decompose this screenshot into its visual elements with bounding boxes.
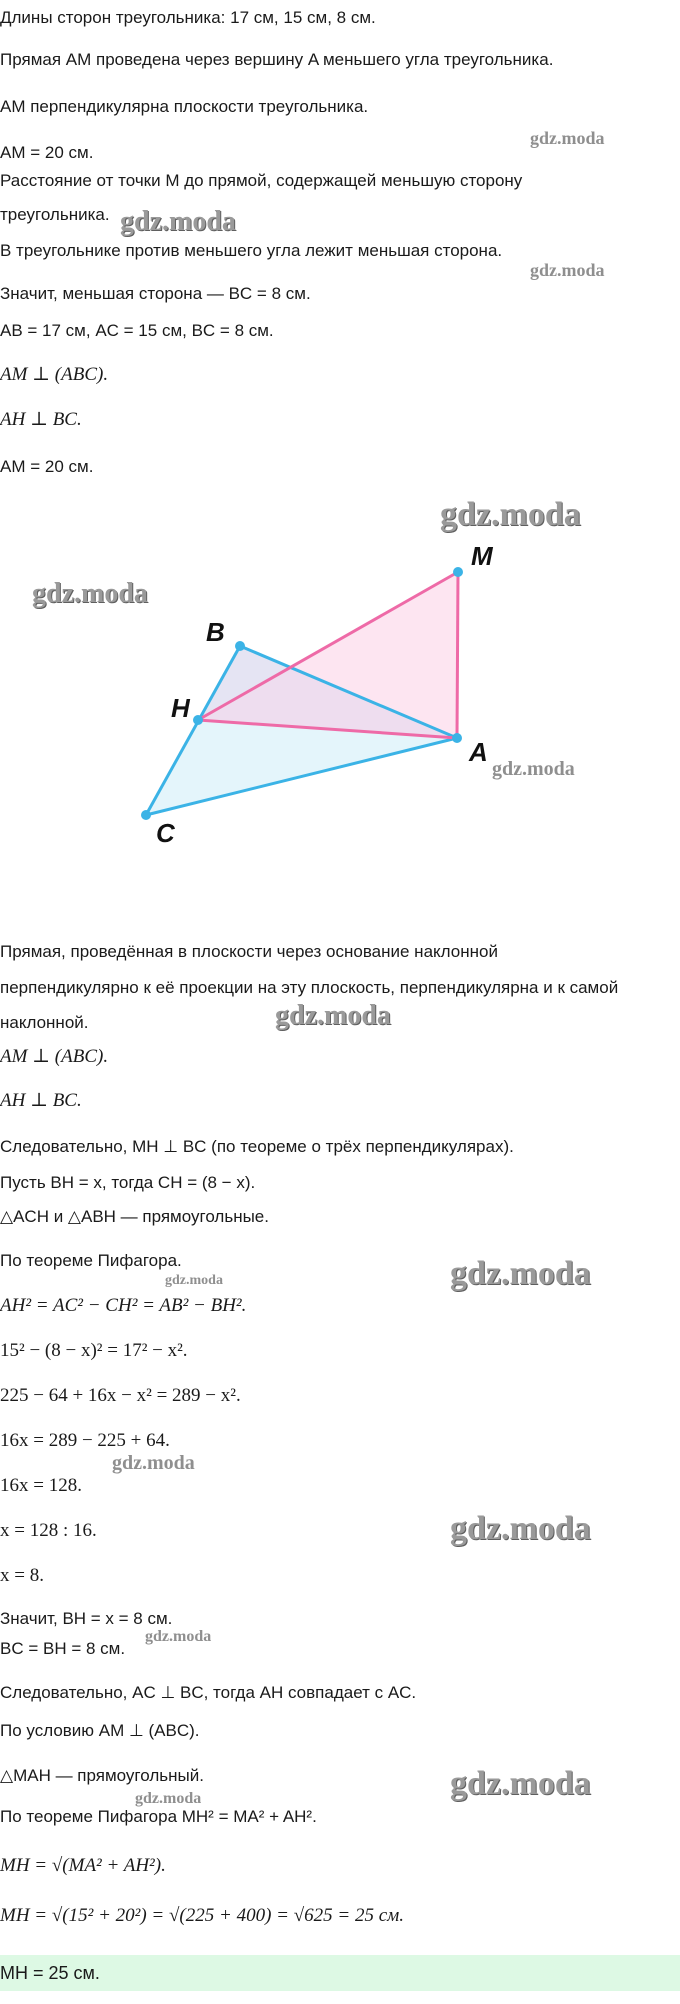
given-line-am: Прямая AM проведена через вершину A меньшего угла треугольника. [0,50,554,69]
pythagoras-2: По теореме Пифагора MH² = MA² + AH². [0,1807,317,1826]
mh-formula: MH = √(MA² + AH²). [0,1855,166,1876]
watermark: gdz.moda [450,1510,591,1547]
right-triangles: △ACH и △ABH — прямоугольные. [0,1207,269,1226]
equation-ah: AH² = AC² − CH² = AB² − BH². [0,1295,247,1316]
equation-6: x = 8. [0,1565,44,1586]
label-h: H [171,693,190,723]
given-am-perp: AM перпендикулярна плоскости треугольника. [0,97,369,116]
triangle-mah: △MAH — прямоугольный. [0,1766,204,1785]
point-h [193,715,203,725]
given-sides: Длины сторон треугольника: 17 см, 15 см, 8 см. [0,8,376,27]
point-c [141,810,151,820]
let-bh-x: Пусть BH = x, тогда CH = (8 − x). [0,1173,256,1192]
condition-am: По условию AM ⊥ (ABC). [0,1721,200,1740]
answer-highlight [0,1955,680,1991]
theorem-line-2: перпендикулярно к её проекции на эту плоскость, перпендикулярна и к самой [0,978,619,997]
watermark: gdz.moda [112,1452,195,1474]
watermark: gdz.moda [120,206,236,237]
watermark: gdz.moda [530,128,605,148]
answer-line: MH = 25 см. [0,1963,100,1983]
ac-perp-bc: Следовательно, AC ⊥ BC, тогда AH совпадает с AC. [0,1683,417,1702]
theorem-line-1: Прямая, проведённая в плоскости через основание наклонной [0,942,498,961]
geometry-figure [0,485,680,865]
watermark: gdz.moda [450,1255,591,1292]
find-distance-1: Расстояние от точки M до прямой, содержащей меньшую сторону [0,171,523,190]
ah-perp-bc: AH ⊥ BC. [0,409,82,430]
edge-ma [457,572,458,738]
point-b [235,641,245,651]
watermark: gdz.moda [275,1000,391,1031]
watermark: gdz.moda [492,758,575,780]
ah-perp-bc-2: AH ⊥ BC. [0,1090,82,1111]
bc-value: BC = BH = 8 см. [0,1639,126,1658]
watermark: gdz.moda [32,578,148,609]
given-am-length: AM = 20 см. [0,143,94,162]
watermark: gdz.moda [440,496,581,533]
am-perp-plane: AM ⊥ (ABC). [0,364,109,385]
equation-2: 225 − 64 + 16x − x² = 289 − x². [0,1385,241,1406]
conclusion-mh-perp: Следовательно, MH ⊥ BC (по теореме о трёх перпендикулярах). [0,1137,514,1156]
theorem-line-3: наклонной. [0,1013,89,1032]
label-c: C [156,818,175,848]
label-a: A [469,737,488,767]
find-distance-2: треугольника. [0,205,110,224]
label-m: M [471,541,493,571]
equation-5: x = 128 : 16. [0,1520,97,1541]
bh-value: Значит, BH = x = 8 см. [0,1609,173,1628]
am-perp-plane-2: AM ⊥ (ABC). [0,1046,109,1067]
mh-calc: MH = √(15² + 20²) = √(225 + 400) = √625 = 25 см. [0,1905,405,1926]
watermark: gdz.moda [165,1273,223,1288]
watermark: gdz.moda [145,1628,212,1645]
sides-list: AB = 17 см, AC = 15 см, BC = 8 см. [0,321,274,340]
watermark: gdz.moda [450,1765,591,1802]
am-value: AM = 20 см. [0,457,94,476]
equation-3: 16x = 289 − 225 + 64. [0,1430,170,1451]
equation-4: 16x = 128. [0,1475,82,1496]
equation-1: 15² − (8 − x)² = 17² − x². [0,1340,188,1361]
label-b: B [206,617,225,647]
pythagoras-1: По теореме Пифагора. [0,1251,182,1270]
point-a [452,733,462,743]
smaller-side: Значит, меньшая сторона — BC = 8 см. [0,284,311,303]
point-m [453,567,463,577]
watermark: gdz.moda [530,260,605,280]
watermark: gdz.moda [135,1790,202,1807]
rule-smaller-angle: В треугольнике против меньшего угла лежит меньшая сторона. [0,241,503,260]
